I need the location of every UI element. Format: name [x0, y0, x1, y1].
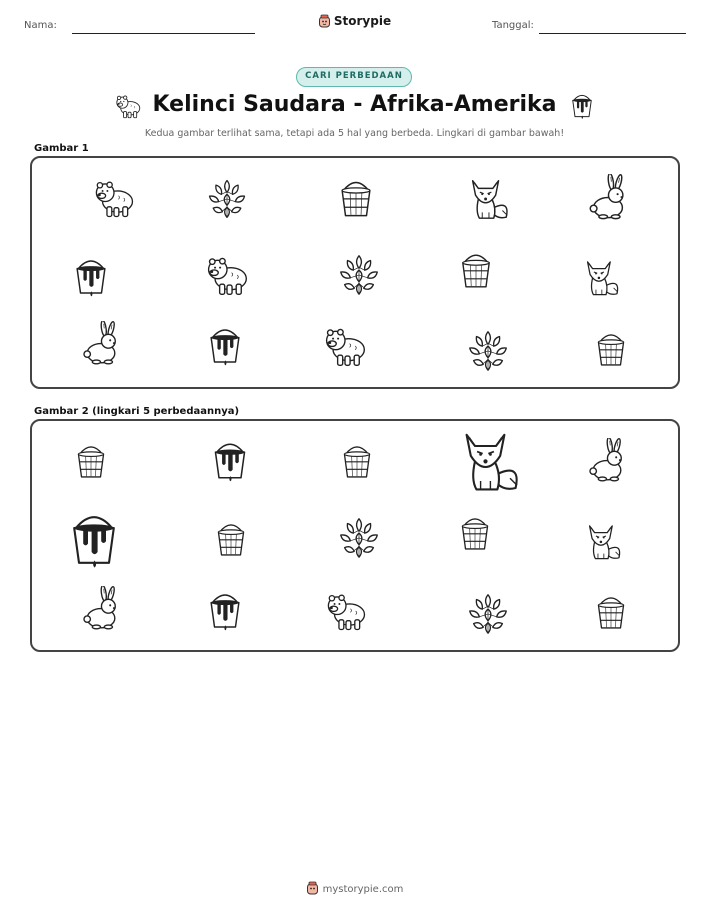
bush-icon[interactable] — [464, 589, 512, 637]
bucket-icon[interactable] — [72, 437, 110, 485]
mascot-icon — [318, 14, 331, 31]
bucket-icon — [456, 246, 496, 294]
date-label: Tanggal: — [492, 20, 534, 31]
instructions: Kedua gambar terlihat sama, tetapi ada 5 hal yang berbeda. Lingkari di gambar bawah! — [144, 128, 565, 139]
brand-logo — [0, 14, 709, 31]
fox-icon[interactable] — [454, 424, 524, 496]
bucket-icon[interactable] — [338, 437, 376, 485]
bush-icon — [335, 250, 383, 298]
fox-icon — [580, 253, 622, 301]
picture-2-label: Gambar 2 (lingkari 5 perbedaannya) — [34, 406, 240, 417]
bear-icon — [92, 176, 136, 220]
honey-bucket-icon — [204, 322, 246, 370]
bush-icon — [204, 175, 250, 221]
bucket-icon — [592, 326, 630, 372]
bucket-icon[interactable] — [212, 515, 250, 563]
brand-name: Storypie — [333, 14, 392, 28]
honey-bucket-icon[interactable] — [208, 437, 252, 485]
bush-icon — [464, 325, 512, 375]
name-label: Nama: — [24, 20, 57, 31]
name-field[interactable] — [72, 33, 255, 34]
picture-1-label: Gambar 1 — [34, 143, 89, 154]
honey-bucket-icon — [70, 253, 112, 301]
fox-icon[interactable] — [582, 517, 624, 565]
bear-icon — [204, 252, 250, 298]
fox-icon — [464, 173, 512, 223]
rabbit-icon[interactable] — [78, 585, 124, 633]
honey-bucket-icon[interactable] — [204, 587, 246, 635]
date-field[interactable] — [539, 33, 686, 34]
honey-bucket-icon — [568, 92, 596, 120]
rabbit-icon — [78, 318, 124, 370]
footer-site: mystorypie.com — [322, 884, 404, 895]
honey-bucket-icon[interactable] — [64, 507, 124, 573]
bear-icon — [322, 322, 368, 370]
picture-2-panel[interactable] — [30, 419, 680, 652]
bucket-icon — [335, 175, 377, 221]
page-title: Kelinci Saudara - Afrika-Amerika — [152, 92, 557, 117]
rabbit-icon — [584, 173, 632, 223]
bush-icon[interactable] — [335, 513, 383, 561]
picture-1-panel — [30, 156, 680, 389]
rabbit-icon[interactable] — [584, 435, 630, 487]
footer — [0, 881, 709, 898]
bucket-icon[interactable] — [592, 589, 630, 635]
worksheet-type-badge: CARI PERBEDAAN — [296, 67, 412, 87]
bucket-icon[interactable] — [456, 509, 494, 557]
mascot-icon — [306, 881, 319, 898]
bear-icon[interactable] — [324, 587, 368, 635]
